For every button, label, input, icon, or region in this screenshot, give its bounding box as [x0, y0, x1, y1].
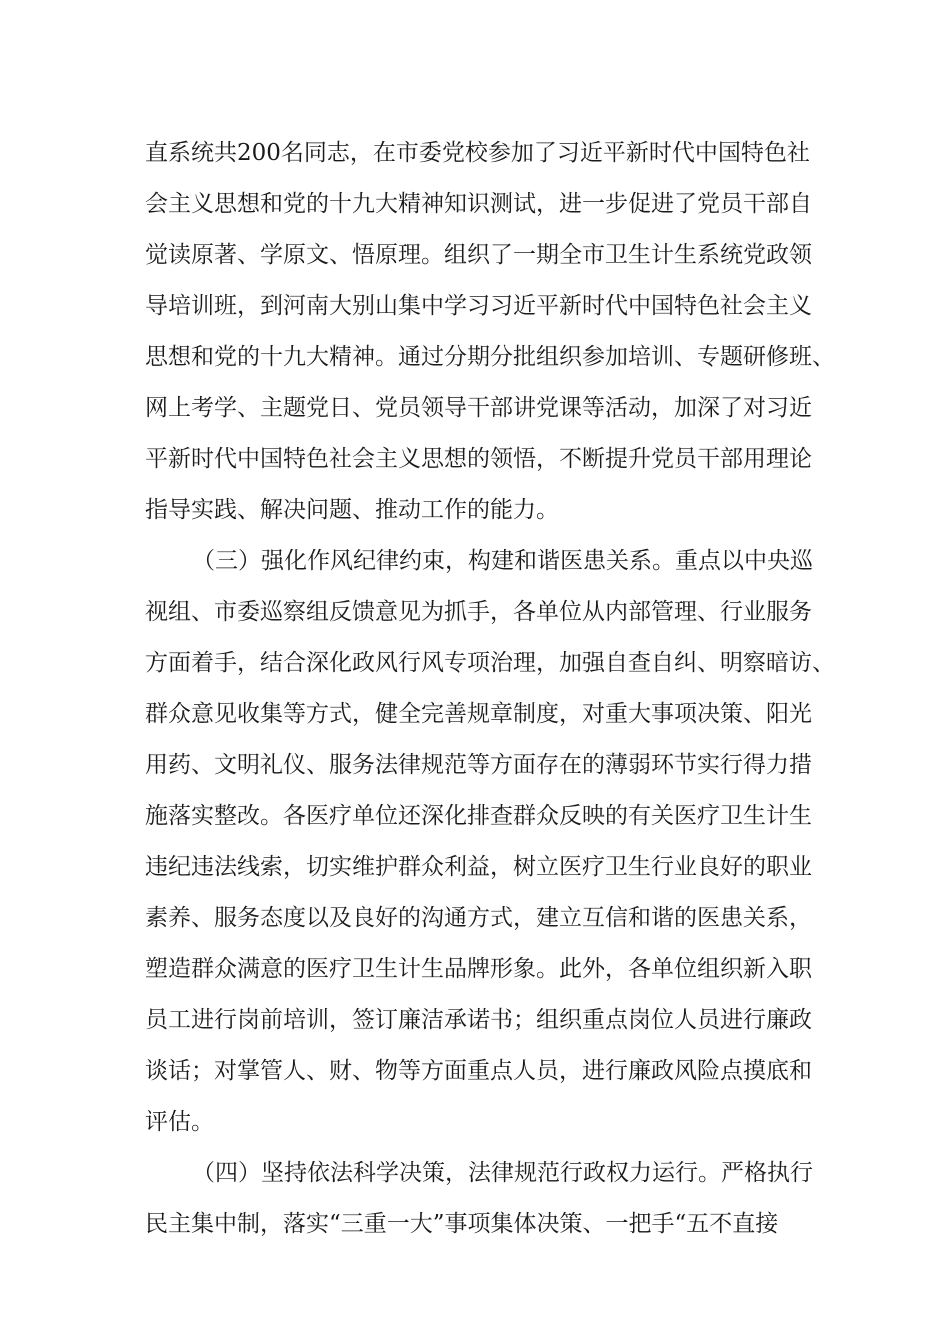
section-heading-4: （四）坚持依法科学决策，法律规范行政权力运行。严格执行	[192, 1160, 813, 1186]
text-line: 网上考学、主题党日、党员领导干部讲党课等活动，加深了对习近	[145, 395, 812, 421]
text-line: 指导实践、解决问题、推动工作的能力。	[145, 497, 559, 523]
text-line: 员工进行岗前培训，签订廉洁承诺书；组织重点岗位人员进行廉政	[145, 1007, 812, 1033]
text-line: 塑造群众满意的医疗卫生计生品牌形象。此外，各单位组织新入职	[145, 956, 812, 982]
text-line: 违纪违法线索，切实维护群众利益，树立医疗卫生行业良好的职业	[145, 854, 812, 880]
section-heading-3: （三）强化作风纪律约束，构建和谐医患关系。重点以中央巡	[192, 548, 813, 574]
text-line: 觉读原著、学原文、悟原理。组织了一期全市卫生计生系统党政领	[145, 242, 812, 268]
text-line: 用药、文明礼仪、服务法律规范等方面存在的薄弱环节实行得力措	[145, 752, 812, 778]
text-line: 平新时代中国特色社会主义思想的领悟，不断提升党员干部用理论	[145, 446, 812, 472]
text-line: 思想和党的十九大精神。通过分期分批组织参加培训、专题研修班、	[145, 344, 835, 370]
text-line: 民主集中制，落实“三重一大”事项集体决策、一把手“五不直接	[145, 1211, 779, 1237]
text-line: 谈话；对掌管人、财、物等方面重点人员，进行廉政风险点摸底和	[145, 1058, 812, 1084]
text-line: 方面着手，结合深化政风行风专项治理，加强自查自纠、明察暗访、	[145, 650, 835, 676]
text-line: 导培训班，到河南大别山集中学习习近平新时代中国特色社会主义	[145, 293, 812, 319]
text-line: 评估。	[145, 1109, 214, 1135]
text-line: 会主义思想和党的十九大精神知识测试，进一步促进了党员干部自	[145, 191, 812, 217]
text-line: 直系统共200名同志，在市委党校参加了习近平新时代中国特色社	[145, 140, 810, 166]
text-line: 施落实整改。各医疗单位还深化排查群众反映的有关医疗卫生计生	[145, 803, 812, 829]
text-line: 群众意见收集等方式，健全完善规章制度，对重大事项决策、阳光	[145, 701, 812, 727]
text-line: 视组、市委巡察组反馈意见为抓手，各单位从内部管理、行业服务	[145, 599, 812, 625]
text-line: 素养、服务态度以及良好的沟通方式，建立互信和谐的医患关系，	[145, 905, 812, 931]
